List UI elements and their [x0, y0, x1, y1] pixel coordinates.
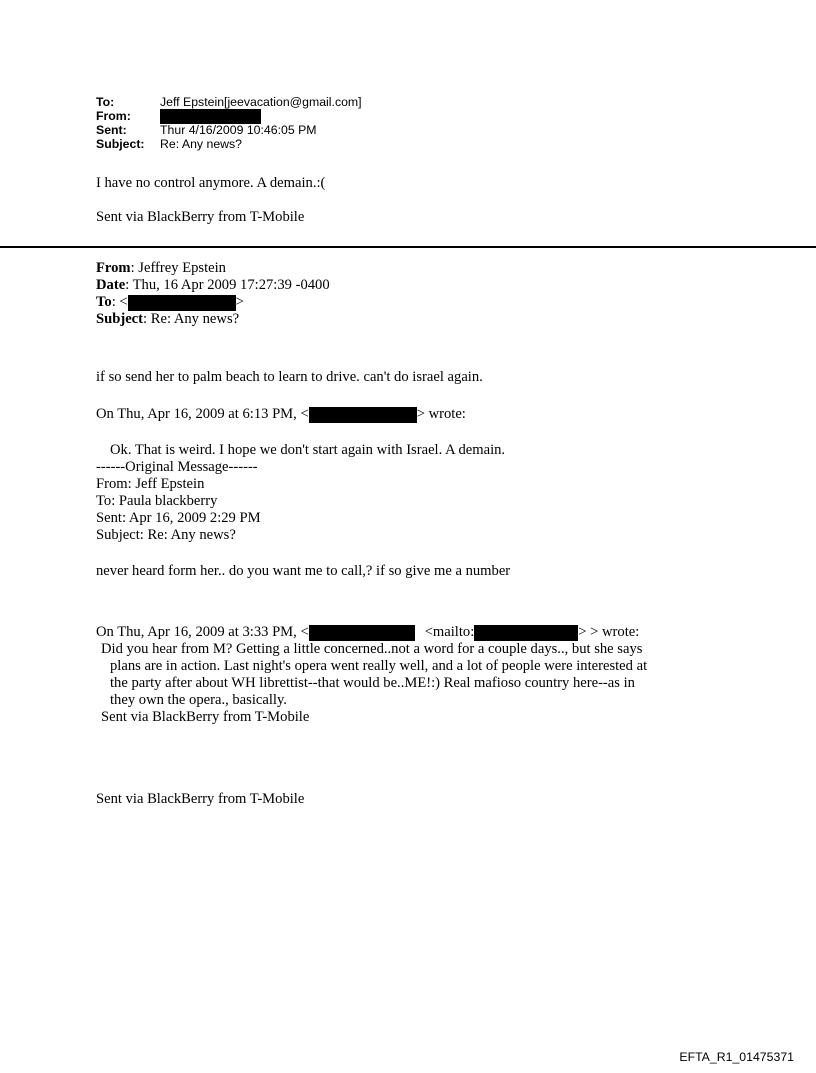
original-subject: Subject: Re: Any news?: [96, 527, 236, 543]
original-to: To: Paula blackberry: [96, 493, 218, 509]
quoted-subject-value: : Re: Any news?: [143, 311, 240, 327]
quote2-intro-prefix: On Thu, Apr 16, 2009 at 3:33 PM, <: [96, 624, 309, 640]
redaction-block: [128, 295, 236, 311]
divider: [0, 246, 816, 248]
redaction-block: [309, 625, 415, 641]
quote2-line: they own the opera., basically.: [110, 692, 287, 708]
sent-value: Thur 4/16/2009 10:46:05 PM: [160, 123, 317, 137]
quote2-line: the party after about WH librettist--that would be..ME!:) Real mafioso country here--as in: [110, 675, 635, 691]
quoted-to-suffix: >: [235, 294, 244, 310]
final-signature: Sent via BlackBerry from T-Mobile: [96, 791, 305, 807]
quoted-from-label: From: [96, 260, 131, 276]
quoted-to-row: [96, 294, 330, 311]
redaction-block: [474, 625, 578, 641]
quote2-intro-mailto: <mailto:: [424, 624, 475, 640]
from-value-wrap: [160, 109, 261, 124]
quote1-intro: [96, 406, 466, 423]
to-value: Jeff Epstein[jeevacation@gmail.com]: [160, 95, 362, 109]
quote2-signature: Sent via BlackBerry from T-Mobile: [101, 709, 310, 725]
quoted-subject-label: Subject: [96, 311, 144, 327]
quoted-to-prefix: : <: [111, 294, 128, 310]
quote1-text: Ok. That is weird. I hope we don't start again with Israel. A demain.: [110, 442, 506, 458]
to-label: To:: [96, 95, 115, 109]
quoted-date-row: [96, 277, 330, 294]
from-label: From:: [96, 109, 131, 123]
sent-label: Sent:: [96, 123, 127, 137]
redaction-block: [309, 407, 417, 423]
document-id: EFTA_R1_01475371: [679, 1050, 794, 1064]
quote2-intro-suffix: > > wrote:: [578, 624, 640, 640]
email-signature: Sent via BlackBerry from T-Mobile: [96, 209, 305, 225]
subject-value: Re: Any news?: [160, 137, 243, 151]
original-body: never heard form her.. do you want me to call,? if so give me a number: [96, 563, 511, 579]
original-from: From: Jeff Epstein: [96, 476, 205, 492]
quoted-date-value: : Thu, 16 Apr 2009 17:27:39 -0400: [125, 277, 330, 293]
quoted-from-value: : Jeffrey Epstein: [130, 260, 226, 276]
quote1-intro-suffix: > wrote:: [416, 406, 466, 422]
reply-body: if so send her to palm beach to learn to drive. can't do israel again.: [96, 369, 483, 385]
quoted-date-label: Date: [96, 277, 126, 293]
quoted-from-row: [96, 260, 330, 277]
subject-label: Subject:: [96, 137, 145, 151]
original-sent: Sent: Apr 16, 2009 2:29 PM: [96, 510, 261, 526]
quote1-intro-prefix: On Thu, Apr 16, 2009 at 6:13 PM, <: [96, 406, 309, 422]
redaction-block: [160, 109, 261, 124]
original-separator: ------Original Message------: [96, 459, 258, 475]
email-body: I have no control anymore. A demain.:(: [96, 175, 326, 191]
quoted-to-label: To: [96, 294, 112, 310]
quoted-subject-row: [96, 311, 330, 328]
quote2-line: plans are in action. Last night's opera went really well, and a lot of people were interested at: [110, 658, 648, 674]
quoted-header: [96, 260, 330, 328]
quote2-line: Did you hear from M? Getting a little concerned..not a word for a couple days.., but she says: [101, 641, 643, 657]
quote2-intro: [96, 624, 639, 641]
